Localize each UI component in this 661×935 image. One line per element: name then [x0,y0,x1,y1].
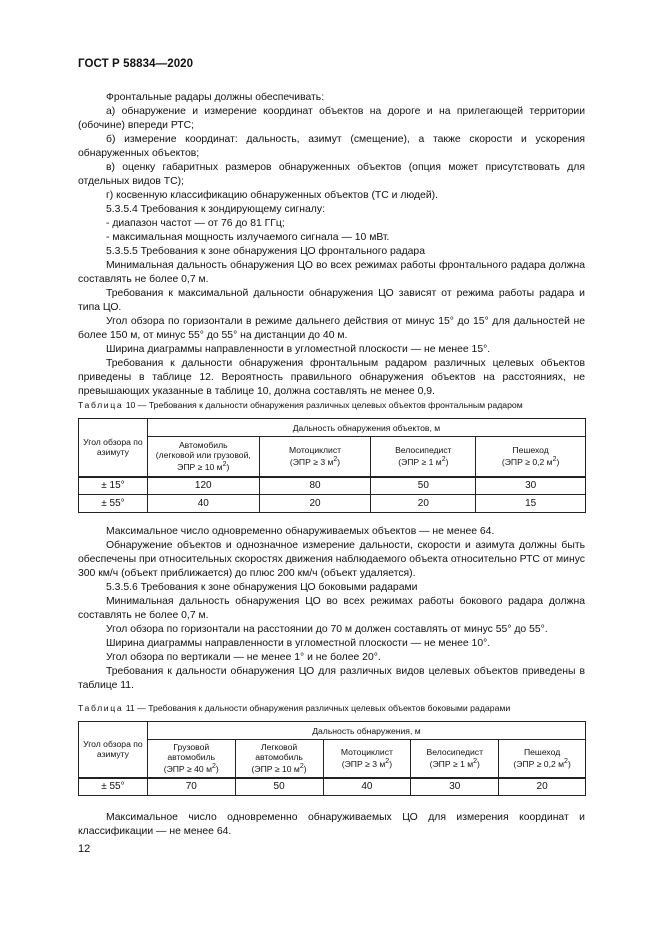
table-10-caption [78,399,618,411]
column-header-line [238,762,321,774]
superscript: 2 [564,758,568,766]
paragraph: г) косвенную классификацию обнаруженных объектов (ТС и людей). [106,190,438,201]
table-label: Таблица [78,703,124,713]
table-11-caption [78,702,618,714]
text-block-side-radar [78,525,585,693]
value-cell: 30 [411,778,499,796]
epr-text: (ЭПР ≥ 3 м [341,759,386,770]
epr-text: (ЭПР ≥ 10 м [251,764,300,775]
table-row [79,477,586,495]
closing-paren: ) [337,457,341,468]
closing-paren: ) [226,462,230,473]
superscript: 2 [299,763,304,771]
paragraph: Минимальная дальность обнаружения ЦО во всех режимах работы фронтального радара должна составлять не более 0,7 м. [78,260,585,285]
text-block-frontal-radar [78,91,585,399]
superscript: 2 [441,456,446,464]
paragraph: в) оценку габаритных размеров обнаруженных объектов (опция может присутствовать для отдельных видов ТС); [78,162,585,187]
paragraph: Ширина диаграммы направленности в угломестной плоскости — не менее 10°. [106,638,491,649]
paragraph: Ширина диаграммы направленности в угломестной плоскости — не менее 15°. [106,344,491,355]
table-caption-text: 11 — Требования к дальности обнаружения различных целевых объектов боковыми радарами [125,703,511,713]
closing-paren: ) [567,759,571,770]
column-header-line [501,757,583,769]
column-header [323,740,411,778]
paragraph: 5.3.5.4 Требования к зондирующему сигналу: [106,204,325,215]
paragraph: Требования к максимальной дальности обнаружения ЦО зависят от режима работы радара и типа ЦО. [78,288,585,313]
column-header-line: (легковой или грузовой, [155,450,251,461]
paragraph: Угол обзора по вертикали — не менее 1° и не более 20°. [106,652,381,663]
epr-text: ЭПР ≥ 10 м [177,462,223,473]
value-cell: 50 [235,778,323,796]
azimuth-header: Угол обзора по азимуту [79,419,148,477]
column-header-line: Велосипедист [426,747,484,758]
paragraph: б) измерение координат: дальность, азимут (смещение), а также скорости и ускорения обнаруженных объектов; [78,134,585,159]
range-header: Дальность обнаружения объектов, м [147,419,585,437]
paragraph: Минимальная дальность обнаружения ЦО во всех режимах работы бокового радара должна составлять не более 0,7 м. [78,596,585,621]
angle-cell: ± 55° [79,778,148,796]
table-11 [78,721,586,796]
column-header-line [262,455,369,467]
azimuth-header: Угол обзора по азимуту [79,722,148,778]
paragraph: Требования к дальности обнаружения ЦО для различных видов целевых объектов приведены в таблице 11. [78,666,585,691]
column-header-line [150,460,257,472]
column-header-line: Мотоциклист [340,747,393,758]
column-header-line: Мотоциклист [288,445,342,456]
superscript: 2 [385,758,390,766]
paragraph: Фронтальные радары должны обеспечивать: [106,92,325,103]
column-header [259,437,371,477]
column-header-line: Легковой [260,742,298,753]
value-cell: 120 [147,477,259,495]
table-caption-text: 10 — Требования к дальности обнаружения различных целевых объектов фронтальным радаром [125,400,523,410]
value-cell: 20 [499,778,586,796]
value-cell: 50 [371,477,476,495]
paragraph: - диапазон частот — от 76 до 81 ГГц; [106,218,285,229]
paragraph: 5.3.5.6 Требования к зоне обнаружения ЦО боковыми радарами [106,582,418,593]
superscript: 2 [222,461,227,469]
angle-cell: ± 15° [79,477,148,495]
paragraph: Угол обзора по горизонтали на расстоянии до 70 м должен составлять от минус 55° до 55°. [106,624,548,635]
table-label: Таблица [78,400,124,410]
epr-text: (ЭПР ≥ 0,2 м [513,759,565,770]
table-10 [78,418,586,513]
closing-paren: ) [389,759,393,770]
column-header [371,437,476,477]
column-header-line [150,762,233,774]
column-header-line [413,757,496,769]
epr-text: (ЭПР ≥ 1 м [398,457,442,468]
paragraph: Обнаружение объектов и однозначное измерение дальности, скорости и азимута должны быть обеспечены при относительных скоростях движения наблюдаемого объекта относительно РТС от минус 300 км/ч (объект приближается) до плюс 200 км/ч (объект удаляется). [78,540,585,579]
document-header: ГОСТ Р 58834—2020 [78,58,194,70]
epr-text: (ЭПР ≥ 3 м [289,457,334,468]
paragraph: Угол обзора по горизонтали в режиме дальнего действия от минус 15° до 15° для дальностей не более 150 м, от минус 55° до 55° на дистанции до 40 м. [78,316,585,341]
column-header-line: Грузовой [173,742,210,753]
closing-paren: ) [303,764,307,775]
paragraph: 5.3.5.5 Требования к зоне обнаружения ЦО фронтального радара [106,246,425,257]
column-header [476,437,586,477]
range-header: Дальность обнаружения, м [147,722,585,740]
value-cell: 30 [476,477,586,495]
value-cell: 15 [476,495,586,513]
column-header [235,740,323,778]
column-header-line: Велосипедист [395,445,452,456]
value-cell: 40 [147,495,259,513]
column-header-line: автомобиль [255,752,303,763]
closing-paren: ) [556,457,560,468]
value-cell: 20 [259,495,371,513]
column-header-line [326,757,409,769]
closing-paren: ) [477,759,480,770]
column-header [499,740,586,778]
epr-text: (ЭПР ≥ 1 м [429,759,474,770]
superscript: 2 [333,456,338,464]
column-header-line: Автомобиль [178,440,228,451]
paragraph: а) обнаружение и измерение координат объектов на дороге и на прилегающей территории (обочине) впереди РТС; [78,106,585,131]
closing-paren: ) [215,764,219,775]
column-header [147,437,259,477]
superscript: 2 [212,763,216,771]
page-number: 12 [78,843,91,855]
epr-text: (ЭПР ≥ 40 м [163,764,213,775]
column-header-line [478,455,583,467]
paragraph: Требования к дальности обнаружения фронтальным радаром различных целевых объектов приведены в таблице 12. Вероятность правильного обнаружения объектов на расстояниях, не превышающих указанные в таблице 10, должна составлять не менее 0,9. [78,358,585,397]
paragraph: Максимальное число одновременно обнаруживаемых объектов — не менее 64. [106,526,495,537]
epr-text: (ЭПР ≥ 0,2 м [501,457,553,468]
paragraph: Максимальное число одновременно обнаруживаемых ЦО для измерения координат и классификации — не менее 64. [78,812,585,837]
angle-cell: ± 55° [79,495,148,513]
superscript: 2 [552,456,557,464]
table-row [79,495,586,513]
text-block-max-objects [78,811,585,839]
value-cell: 20 [371,495,476,513]
table-row [79,778,586,796]
closing-paren: ) [445,457,449,468]
value-cell: 70 [147,778,235,796]
superscript: 2 [473,758,478,766]
column-header [411,740,499,778]
column-header-line [373,455,473,467]
column-header [147,740,235,778]
paragraph: - максимальная мощность излучаемого сигнала — 10 мВт. [106,232,390,243]
value-cell: 40 [323,778,411,796]
column-header-line: Пешеход [523,747,561,758]
column-header-line: Пешеход [512,445,549,456]
column-header-line: автомобиль [167,752,216,763]
value-cell: 80 [259,477,371,495]
